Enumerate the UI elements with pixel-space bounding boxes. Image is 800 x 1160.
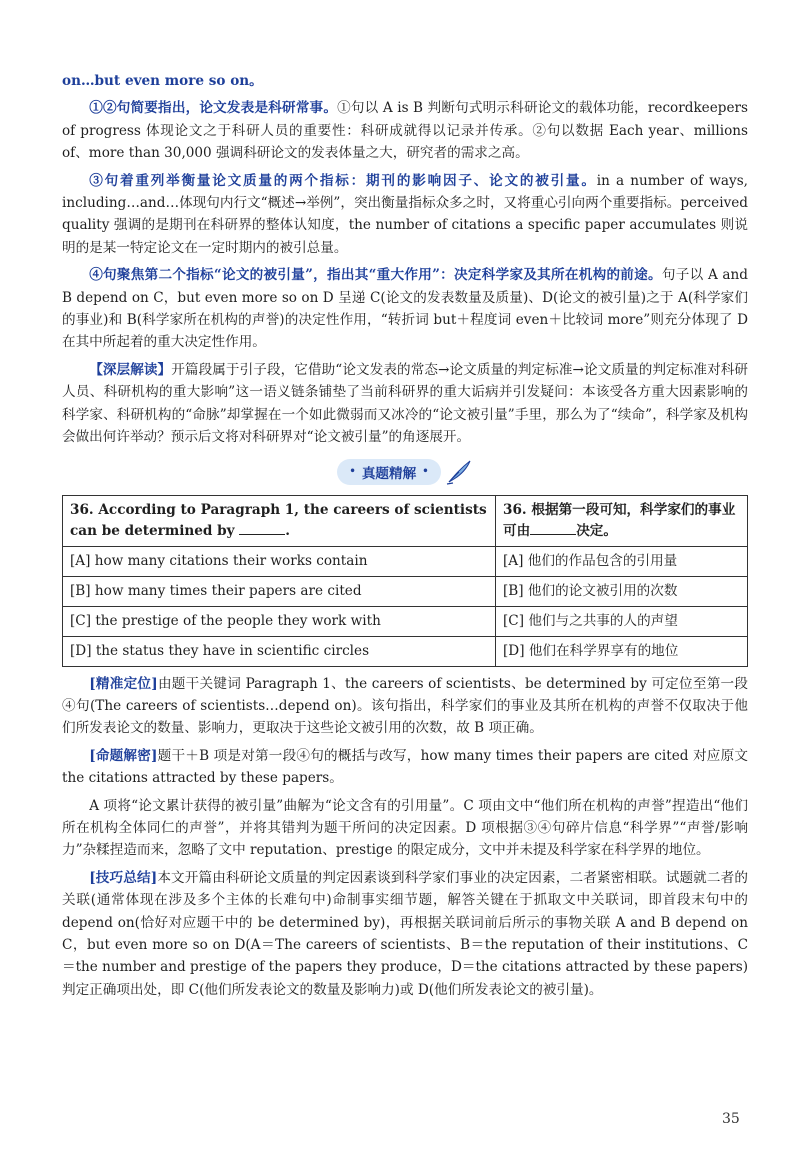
- quill-pen-icon: [445, 459, 473, 485]
- analysis-paragraph-3: [62, 264, 748, 354]
- stem-zh-end: 决定。: [576, 522, 617, 539]
- option-d-en: [D] the status they have in scientific circles: [63, 636, 496, 666]
- question-table: [62, 495, 748, 667]
- option-b-zh: [B] 他们的论文被引用的次数: [496, 576, 748, 606]
- option-c-zh: [C] 他们与之共事的人的声望: [496, 606, 748, 636]
- analysis-p1-body: ①句以 A is B 判断句式明示科研论文的载体功能，recordkeepers of progress 体现论文之于科研人员的重要性：科研成就得以记录并传承。②句以数据 Each year、millions of、more than 30,000 强调科研论文的发表体量之大，研究者的需求之高。: [62, 100, 748, 162]
- analysis-paragraph-2: [62, 170, 748, 260]
- skill-label: [技巧总结]: [89, 869, 158, 886]
- skill-paragraph: [62, 867, 748, 1001]
- analysis-continuation: [62, 70, 748, 92]
- wrong-options-paragraph: A 项将“论文累计获得的被引量”曲解为“论文含有的引用量”。C 项由文中“他们所在机构的声誉”捏造出“他们所在机构全体同仁的声誉”，并将其错判为题干所问的决定因素。D 项根据③④句碎片信息“科学界”“声誉/影响力”杂糅捏造而来，忽略了文中 reputation、prestige 的限定成分，文中并未提及科学家在科学界的地位。: [62, 797, 748, 859]
- option-d-zh: [D] 他们在科学界享有的地位: [496, 636, 748, 666]
- skill-body: 本文开篇由科研论文质量的判定因素谈到科学家们事业的决定因素，二者紧密相联。试题就二者的关联(通常体现在涉及多个主体的长难句中)命制事实细节题，解答关键在于抓取文中关联词，即首段末句中的 depend on(恰好对应题干中的 be determined by)，再根据关联词前后所示的事物关联 A and B depend on C，but even more so on D(A＝The careers of scientists、B＝the reputation of their institutions、C＝the number and prestige of the papers they produce，D＝the citations attracted by these papers)判定正确项出处，即 C(他们所发表论文的数量及影响力)或 D(他们所发表论文的被引量)。: [62, 869, 749, 998]
- analysis-p2-body: in a number of ways, including…and…体现句内行文“概述→举例”，突出衡量指标众多之时，又将重心引向两个重要指标。perceived quality 强调的是期刊在科研界的整体认知度，the number of citations a specific paper accumulates 则说明的是某一特定论文在一定时期内的被引总量。: [62, 172, 749, 256]
- decode-body: 题干＋B 项是对第一段④句的概括与改写，how many times their papers are cited 对应原文 the citations attracted by these papers。: [62, 747, 748, 787]
- analysis-p3-body: 句子以 A and B depend on C，but even more so on D 呈递 C(论文的发表数量及质量)、D(论文的被引量)之于 A(科学家们的事业)和 B(科学家所在机构的声誉)的决定性作用，“转折词 but＋程度词 even＋比较词 more”则充分体现了 D 在其中所起着的重大决定性作用。: [62, 267, 748, 351]
- option-row-c: [63, 606, 748, 636]
- option-a-zh: [A] 他们的作品包含的引用量: [496, 546, 748, 576]
- analysis-p1-heading: ①②句简要指出，论文发表是科研常事。: [89, 100, 338, 117]
- option-a-en: [A] how many citations their works contain: [63, 546, 496, 576]
- stem-en-end: .: [285, 522, 291, 539]
- locate-body: 由题干关键词 Paragraph 1、the careers of scientists、be determined by 可定位至第一段④句(The careers of scientists…depend on)。该句指出，科学家们的事业及其所在机构的声誉不仅取决于他们所发表论文的数量、影响力，更取决于这些论文被引用的次数，故 B 项正确。: [62, 675, 748, 737]
- locate-paragraph: [62, 673, 748, 740]
- answer-blank: [530, 522, 576, 535]
- analysis-p2-heading: ③句着重列举衡量论文质量的两个指标：期刊的影响因子、论文的被引量。: [89, 172, 597, 189]
- deep-reading-label: 【深层解读】: [89, 361, 172, 378]
- option-b-en: [B] how many times their papers are cited: [63, 576, 496, 606]
- section-divider: [62, 459, 748, 485]
- bullet-dot-icon: •: [422, 466, 429, 477]
- stem-en-text: 36. According to Paragraph 1, the careers of scientists can be determined by: [70, 501, 487, 539]
- analysis-p3-heading: ④句聚焦第二个指标“论文的被引量”，指出其“重大作用”：决定科学家及其所在机构的前途。: [89, 267, 662, 284]
- deep-reading-paragraph: [62, 359, 748, 449]
- bullet-dot-icon: •: [349, 466, 356, 477]
- question-stem-en: [63, 495, 496, 546]
- question-stem-row: [63, 495, 748, 546]
- option-row-d: [63, 636, 748, 666]
- locate-label: [精准定位]: [89, 675, 158, 692]
- section-title: 真题精解: [361, 465, 417, 482]
- analysis-paragraph-1: [62, 97, 748, 164]
- deep-reading-body: 开篇段属于引子段，它借助“论文发表的常态→论文质量的判定标准→论文质量的判定标准对科研人员、科研机构的重大影响”这一语义链条铺垫了当前科研界的重大诟病并引发疑问：本该受各方重大因素影响的科学家、科研机构的“命脉”却掌握在一个如此微弱而又冰冷的“论文被引量”手里，那么为了“续命”，科学家及机构会做出何许举动？预示后文将对科研界对“论文被引量”的角逐展开。: [62, 361, 749, 446]
- page-number: 35: [722, 1111, 740, 1127]
- stem-zh-text: 36. 根据第一段可知，科学家们的事业可由: [503, 501, 736, 539]
- section-title-pill: [337, 459, 440, 485]
- option-row-a: [63, 546, 748, 576]
- continuation-text: on…but even more so on。: [62, 73, 263, 89]
- decode-paragraph: [62, 745, 748, 790]
- option-c-en: [C] the prestige of the people they work with: [63, 606, 496, 636]
- content-column: [62, 70, 748, 1006]
- option-row-b: [63, 576, 748, 606]
- decode-label: [命题解密]: [89, 747, 158, 764]
- answer-blank: [239, 522, 285, 535]
- question-stem-zh: [496, 495, 748, 546]
